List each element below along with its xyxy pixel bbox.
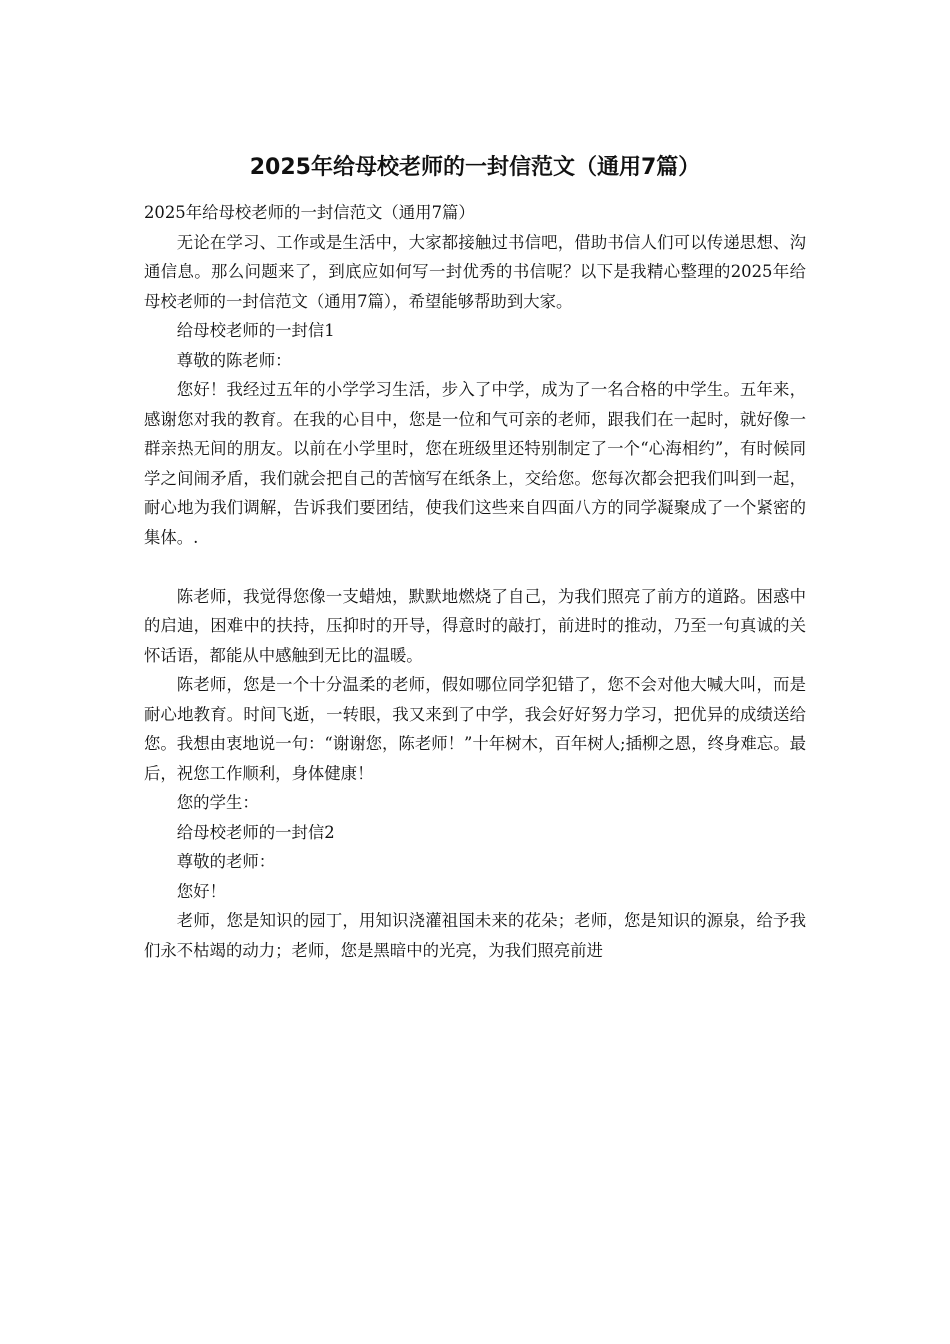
letter-2-heading: 给母校老师的一封信2 [176, 822, 335, 842]
letter-2-paragraph-1: 老师，您是知识的园丁，用知识浇灌祖国未来的花朵；老师，您是知识的源泉，给予我们永不枯竭的动力；老师，您是黑暗中的光亮，为我们照亮前进 [144, 911, 806, 960]
paragraph-spacer [144, 552, 806, 582]
document-body [144, 198, 806, 965]
letter-1-salutation: 尊敬的陈老师： [176, 350, 292, 370]
letter-2-greeting: 您好！ [176, 881, 226, 901]
letter-1-paragraph-2: 陈老师，我觉得您像一支蜡烛，默默地燃烧了自己，为我们照亮了前方的道路。困惑中的启迪，困难中的扶持，压抑时的开导，得意时的敲打，前进时的推动，乃至一句真诚的关怀话语，都能从中感触到无比的温暖。 [144, 586, 806, 665]
document-title: 2025年给母校老师的一封信范文（通用7篇） [249, 155, 701, 180]
intro-paragraph: 无论在学习、工作或是生活中，大家都接触过书信吧，借助书信人们可以传递思想、沟通信息。那么问题来了，到底应如何写一封优秀的书信呢？以下是我精心整理的2025年给母校老师的一封信范文（通用7篇），希望能够帮助到大家。 [144, 232, 806, 311]
letter-1-paragraph-3: 陈老师，您是一个十分温柔的老师，假如哪位同学犯错了，您不会对他大喊大叫，而是耐心地教育。时间飞逝，一转眼，我又来到了中学，我会好好努力学习，把优异的成绩送给您。我想由衷地说一句：“谢谢您，陈老师！”十年树木，百年树人;插柳之恩，终身难忘。最后，祝您工作顺利，身体健康！ [144, 675, 806, 783]
letter-1-heading: 给母校老师的一封信1 [176, 321, 335, 340]
letter-1-signature: 您的学生： [176, 793, 259, 812]
letter-1-paragraph-1: 您好！我经过五年的小学学习生活，步入了中学，成为了一名合格的中学生。五年来，感谢您对我的教育。在我的心目中，您是一位和气可亲的老师，跟我们在一起时，就好像一群亲热无间的朋友。以前在小学里时，您在班级里还特别制定了一个“心海相约”，有时候同学之间闹矛盾，我们就会把自己的苦恼写在纸条上，交给您。您每次都会把我们叫到一起，耐心地为我们调解，告诉我们要团结，使我们这些来自四面八方的同学凝聚成了一个紧密的集体。. [144, 380, 806, 547]
letter-2-salutation: 尊敬的老师： [176, 852, 276, 871]
subtitle-line: 2025年给母校老师的一封信范文（通用7篇） [144, 203, 475, 222]
